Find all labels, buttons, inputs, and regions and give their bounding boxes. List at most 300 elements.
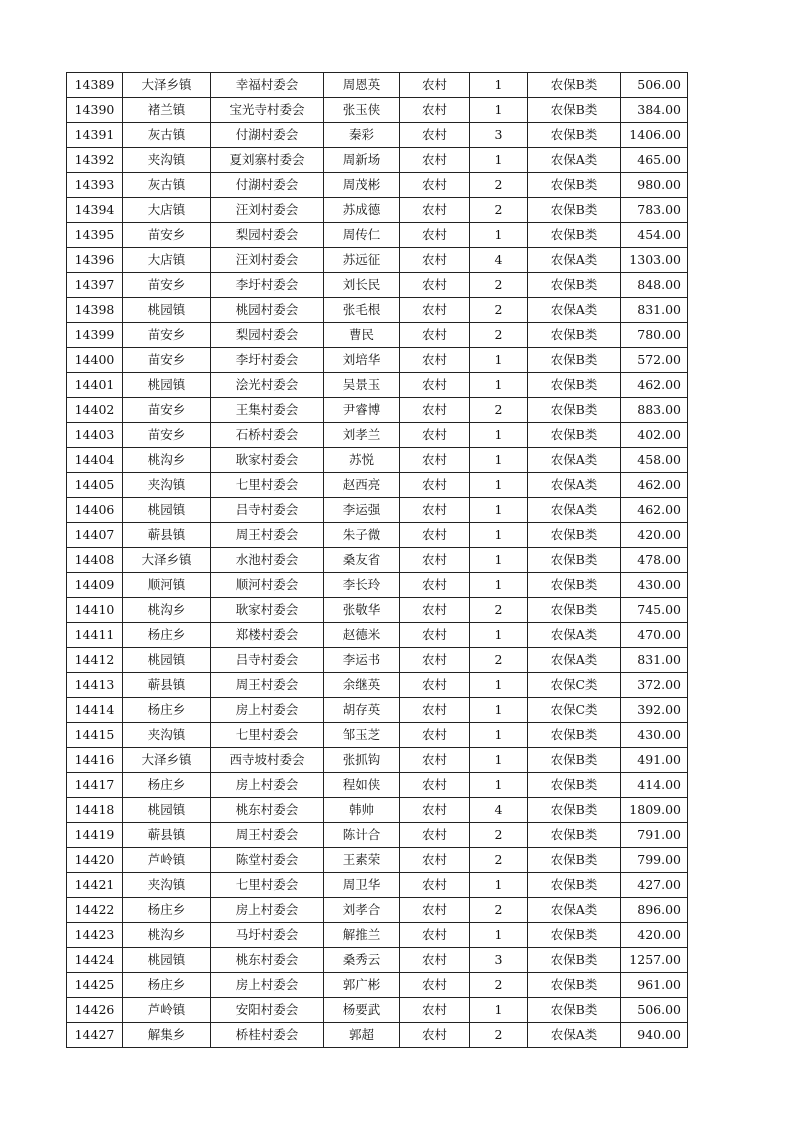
person-name-cell: 苏悦 — [324, 448, 400, 473]
area-type-cell: 农村 — [400, 773, 470, 798]
person-name-cell: 郭广彬 — [324, 973, 400, 998]
record-id-cell: 14401 — [67, 373, 123, 398]
area-type-cell: 农村 — [400, 973, 470, 998]
area-type-cell: 农村 — [400, 798, 470, 823]
record-id-cell: 14411 — [67, 623, 123, 648]
amount-cell: 465.00 — [621, 148, 688, 173]
person-name-cell: 胡存英 — [324, 698, 400, 723]
amount-cell: 462.00 — [621, 373, 688, 398]
record-id-cell: 14416 — [67, 748, 123, 773]
insurance-category-cell: 农保A类 — [528, 473, 621, 498]
insurance-category-cell: 农保B类 — [528, 948, 621, 973]
village-committee-cell: 七里村委会 — [211, 873, 324, 898]
township-cell: 夹沟镇 — [123, 148, 211, 173]
area-type-cell: 农村 — [400, 498, 470, 523]
insurance-category-cell: 农保A类 — [528, 898, 621, 923]
area-type-cell: 农村 — [400, 873, 470, 898]
township-cell: 苗安乡 — [123, 323, 211, 348]
table-row — [67, 748, 688, 773]
village-committee-cell: 石桥村委会 — [211, 423, 324, 448]
record-id-cell: 14409 — [67, 573, 123, 598]
village-committee-cell: 吕寺村委会 — [211, 648, 324, 673]
table-row — [67, 273, 688, 298]
record-id-cell: 14392 — [67, 148, 123, 173]
table-row — [67, 723, 688, 748]
household-size-cell: 1 — [470, 923, 528, 948]
area-type-cell: 农村 — [400, 123, 470, 148]
village-committee-cell: 王集村委会 — [211, 398, 324, 423]
insurance-category-cell: 农保B类 — [528, 973, 621, 998]
area-type-cell: 农村 — [400, 923, 470, 948]
village-committee-cell: 房上村委会 — [211, 773, 324, 798]
insurance-category-cell: 农保A类 — [528, 623, 621, 648]
area-type-cell: 农村 — [400, 223, 470, 248]
insurance-category-cell: 农保B类 — [528, 98, 621, 123]
township-cell: 桃沟乡 — [123, 598, 211, 623]
village-committee-cell: 周王村委会 — [211, 823, 324, 848]
record-id-cell: 14415 — [67, 723, 123, 748]
table-row — [67, 573, 688, 598]
township-cell: 大泽乡镇 — [123, 748, 211, 773]
person-name-cell: 桑秀云 — [324, 948, 400, 973]
table-row — [67, 98, 688, 123]
relief-roster-table — [66, 72, 688, 1048]
record-id-cell: 14391 — [67, 123, 123, 148]
table-row — [67, 323, 688, 348]
household-size-cell: 1 — [470, 573, 528, 598]
township-cell: 桃园镇 — [123, 798, 211, 823]
village-committee-cell: 七里村委会 — [211, 723, 324, 748]
table-row — [67, 173, 688, 198]
township-cell: 大店镇 — [123, 198, 211, 223]
village-committee-cell: 李圩村委会 — [211, 348, 324, 373]
amount-cell: 745.00 — [621, 598, 688, 623]
village-committee-cell: 房上村委会 — [211, 898, 324, 923]
household-size-cell: 2 — [470, 173, 528, 198]
household-size-cell: 3 — [470, 948, 528, 973]
insurance-category-cell: 农保B类 — [528, 398, 621, 423]
village-committee-cell: 吕寺村委会 — [211, 498, 324, 523]
village-committee-cell: 郑楼村委会 — [211, 623, 324, 648]
record-id-cell: 14417 — [67, 773, 123, 798]
amount-cell: 430.00 — [621, 573, 688, 598]
village-committee-cell: 马圩村委会 — [211, 923, 324, 948]
village-committee-cell: 桥桂村委会 — [211, 1023, 324, 1048]
village-committee-cell: 梨园村委会 — [211, 223, 324, 248]
household-size-cell: 1 — [470, 998, 528, 1023]
table-row — [67, 923, 688, 948]
village-committee-cell: 李圩村委会 — [211, 273, 324, 298]
amount-cell: 572.00 — [621, 348, 688, 373]
village-committee-cell: 宝光寺村委会 — [211, 98, 324, 123]
area-type-cell: 农村 — [400, 323, 470, 348]
area-type-cell: 农村 — [400, 698, 470, 723]
amount-cell: 831.00 — [621, 648, 688, 673]
table-row — [67, 973, 688, 998]
amount-cell: 848.00 — [621, 273, 688, 298]
table-row — [67, 73, 688, 98]
insurance-category-cell: 农保B类 — [528, 848, 621, 873]
insurance-category-cell: 农保A类 — [528, 248, 621, 273]
person-name-cell: 陈计合 — [324, 823, 400, 848]
household-size-cell: 1 — [470, 148, 528, 173]
household-size-cell: 2 — [470, 848, 528, 873]
table-row — [67, 623, 688, 648]
insurance-category-cell: 农保B类 — [528, 723, 621, 748]
amount-cell: 831.00 — [621, 298, 688, 323]
village-committee-cell: 幸福村委会 — [211, 73, 324, 98]
table-row — [67, 548, 688, 573]
township-cell: 蕲县镇 — [123, 823, 211, 848]
township-cell: 褚兰镇 — [123, 98, 211, 123]
record-id-cell: 14425 — [67, 973, 123, 998]
household-size-cell: 1 — [470, 523, 528, 548]
village-committee-cell: 陈堂村委会 — [211, 848, 324, 873]
township-cell: 苗安乡 — [123, 423, 211, 448]
record-id-cell: 14408 — [67, 548, 123, 573]
amount-cell: 478.00 — [621, 548, 688, 573]
village-committee-cell: 夏刘寨村委会 — [211, 148, 324, 173]
village-committee-cell: 梨园村委会 — [211, 323, 324, 348]
person-name-cell: 周卫华 — [324, 873, 400, 898]
insurance-category-cell: 农保B类 — [528, 223, 621, 248]
village-committee-cell: 房上村委会 — [211, 698, 324, 723]
amount-cell: 883.00 — [621, 398, 688, 423]
township-cell: 苗安乡 — [123, 398, 211, 423]
village-committee-cell: 耿家村委会 — [211, 598, 324, 623]
person-name-cell: 张抓钩 — [324, 748, 400, 773]
household-size-cell: 1 — [470, 548, 528, 573]
insurance-category-cell: 农保A类 — [528, 448, 621, 473]
record-id-cell: 14406 — [67, 498, 123, 523]
table-row — [67, 798, 688, 823]
household-size-cell: 1 — [470, 73, 528, 98]
household-size-cell: 1 — [470, 698, 528, 723]
household-size-cell: 1 — [470, 723, 528, 748]
insurance-category-cell: 农保B类 — [528, 773, 621, 798]
household-size-cell: 1 — [470, 223, 528, 248]
person-name-cell: 余继英 — [324, 673, 400, 698]
area-type-cell: 农村 — [400, 1023, 470, 1048]
person-name-cell: 刘长民 — [324, 273, 400, 298]
insurance-category-cell: 农保B类 — [528, 373, 621, 398]
table-body — [67, 73, 688, 1048]
person-name-cell: 刘孝兰 — [324, 423, 400, 448]
village-committee-cell: 房上村委会 — [211, 973, 324, 998]
insurance-category-cell: 农保B类 — [528, 73, 621, 98]
household-size-cell: 1 — [470, 423, 528, 448]
record-id-cell: 14398 — [67, 298, 123, 323]
area-type-cell: 农村 — [400, 623, 470, 648]
record-id-cell: 14412 — [67, 648, 123, 673]
person-name-cell: 周恩英 — [324, 73, 400, 98]
area-type-cell: 农村 — [400, 748, 470, 773]
area-type-cell: 农村 — [400, 673, 470, 698]
insurance-category-cell: 农保A类 — [528, 148, 621, 173]
township-cell: 灰古镇 — [123, 173, 211, 198]
person-name-cell: 李运书 — [324, 648, 400, 673]
amount-cell: 1809.00 — [621, 798, 688, 823]
table-row — [67, 123, 688, 148]
table-row — [67, 448, 688, 473]
person-name-cell: 苏远征 — [324, 248, 400, 273]
amount-cell: 896.00 — [621, 898, 688, 923]
township-cell: 苗安乡 — [123, 223, 211, 248]
amount-cell: 1303.00 — [621, 248, 688, 273]
insurance-category-cell: 农保B类 — [528, 598, 621, 623]
village-committee-cell: 桃东村委会 — [211, 798, 324, 823]
township-cell: 桃园镇 — [123, 648, 211, 673]
area-type-cell: 农村 — [400, 398, 470, 423]
table-row — [67, 673, 688, 698]
area-type-cell: 农村 — [400, 598, 470, 623]
amount-cell: 506.00 — [621, 998, 688, 1023]
table-row — [67, 223, 688, 248]
township-cell: 解集乡 — [123, 1023, 211, 1048]
table-row — [67, 398, 688, 423]
household-size-cell: 2 — [470, 398, 528, 423]
table-row — [67, 348, 688, 373]
insurance-category-cell: 农保B类 — [528, 198, 621, 223]
person-name-cell: 周新场 — [324, 148, 400, 173]
amount-cell: 783.00 — [621, 198, 688, 223]
table-row — [67, 648, 688, 673]
insurance-category-cell: 农保B类 — [528, 273, 621, 298]
township-cell: 芦岭镇 — [123, 998, 211, 1023]
township-cell: 桃沟乡 — [123, 448, 211, 473]
village-committee-cell: 七里村委会 — [211, 473, 324, 498]
township-cell: 蕲县镇 — [123, 673, 211, 698]
insurance-category-cell: 农保B类 — [528, 573, 621, 598]
area-type-cell: 农村 — [400, 98, 470, 123]
table-row — [67, 848, 688, 873]
amount-cell: 1406.00 — [621, 123, 688, 148]
table-row — [67, 523, 688, 548]
amount-cell: 940.00 — [621, 1023, 688, 1048]
record-id-cell: 14414 — [67, 698, 123, 723]
household-size-cell: 1 — [470, 623, 528, 648]
household-size-cell: 2 — [470, 898, 528, 923]
record-id-cell: 14389 — [67, 73, 123, 98]
township-cell: 桃园镇 — [123, 498, 211, 523]
record-id-cell: 14403 — [67, 423, 123, 448]
record-id-cell: 14423 — [67, 923, 123, 948]
table-row — [67, 198, 688, 223]
household-size-cell: 1 — [470, 773, 528, 798]
township-cell: 桃园镇 — [123, 948, 211, 973]
insurance-category-cell: 农保B类 — [528, 123, 621, 148]
person-name-cell: 邹玉芝 — [324, 723, 400, 748]
household-size-cell: 3 — [470, 123, 528, 148]
person-name-cell: 桑友省 — [324, 548, 400, 573]
amount-cell: 980.00 — [621, 173, 688, 198]
township-cell: 顺河镇 — [123, 573, 211, 598]
insurance-category-cell: 农保C类 — [528, 673, 621, 698]
township-cell: 夹沟镇 — [123, 723, 211, 748]
table-row — [67, 298, 688, 323]
area-type-cell: 农村 — [400, 648, 470, 673]
table-row — [67, 998, 688, 1023]
insurance-category-cell: 农保C类 — [528, 698, 621, 723]
amount-cell: 462.00 — [621, 498, 688, 523]
table-row — [67, 698, 688, 723]
table-row — [67, 898, 688, 923]
amount-cell: 427.00 — [621, 873, 688, 898]
area-type-cell: 农村 — [400, 173, 470, 198]
household-size-cell: 2 — [470, 298, 528, 323]
table-row — [67, 498, 688, 523]
household-size-cell: 2 — [470, 273, 528, 298]
area-type-cell: 农村 — [400, 198, 470, 223]
township-cell: 蕲县镇 — [123, 523, 211, 548]
record-id-cell: 14400 — [67, 348, 123, 373]
person-name-cell: 解推兰 — [324, 923, 400, 948]
amount-cell: 384.00 — [621, 98, 688, 123]
insurance-category-cell: 农保B类 — [528, 323, 621, 348]
area-type-cell: 农村 — [400, 298, 470, 323]
township-cell: 苗安乡 — [123, 273, 211, 298]
person-name-cell: 程如侠 — [324, 773, 400, 798]
amount-cell: 430.00 — [621, 723, 688, 748]
insurance-category-cell: 农保A类 — [528, 1023, 621, 1048]
amount-cell: 414.00 — [621, 773, 688, 798]
township-cell: 杨庄乡 — [123, 898, 211, 923]
person-name-cell: 周茂彬 — [324, 173, 400, 198]
township-cell: 桃园镇 — [123, 298, 211, 323]
household-size-cell: 1 — [470, 348, 528, 373]
township-cell: 杨庄乡 — [123, 623, 211, 648]
amount-cell: 1257.00 — [621, 948, 688, 973]
area-type-cell: 农村 — [400, 898, 470, 923]
township-cell: 苗安乡 — [123, 348, 211, 373]
village-committee-cell: 安阳村委会 — [211, 998, 324, 1023]
village-committee-cell: 付湖村委会 — [211, 123, 324, 148]
area-type-cell: 农村 — [400, 998, 470, 1023]
table-row — [67, 373, 688, 398]
amount-cell: 420.00 — [621, 523, 688, 548]
record-id-cell: 14390 — [67, 98, 123, 123]
household-size-cell: 1 — [470, 373, 528, 398]
area-type-cell: 农村 — [400, 548, 470, 573]
amount-cell: 799.00 — [621, 848, 688, 873]
person-name-cell: 韩帅 — [324, 798, 400, 823]
person-name-cell: 刘孝合 — [324, 898, 400, 923]
amount-cell: 961.00 — [621, 973, 688, 998]
village-committee-cell: 耿家村委会 — [211, 448, 324, 473]
area-type-cell: 农村 — [400, 73, 470, 98]
amount-cell: 372.00 — [621, 673, 688, 698]
insurance-category-cell: 农保B类 — [528, 798, 621, 823]
person-name-cell: 李长玲 — [324, 573, 400, 598]
table-row — [67, 148, 688, 173]
person-name-cell: 尹睿博 — [324, 398, 400, 423]
person-name-cell: 秦彩 — [324, 123, 400, 148]
insurance-category-cell: 农保B类 — [528, 173, 621, 198]
amount-cell: 392.00 — [621, 698, 688, 723]
village-committee-cell: 浍光村委会 — [211, 373, 324, 398]
insurance-category-cell: 农保A类 — [528, 498, 621, 523]
area-type-cell: 农村 — [400, 848, 470, 873]
record-id-cell: 14399 — [67, 323, 123, 348]
amount-cell: 791.00 — [621, 823, 688, 848]
record-id-cell: 14424 — [67, 948, 123, 973]
person-name-cell: 杨要武 — [324, 998, 400, 1023]
township-cell: 灰古镇 — [123, 123, 211, 148]
township-cell: 杨庄乡 — [123, 973, 211, 998]
township-cell: 杨庄乡 — [123, 698, 211, 723]
area-type-cell: 农村 — [400, 273, 470, 298]
insurance-category-cell: 农保B类 — [528, 823, 621, 848]
household-size-cell: 2 — [470, 323, 528, 348]
insurance-category-cell: 农保B类 — [528, 748, 621, 773]
household-size-cell: 1 — [470, 748, 528, 773]
area-type-cell: 农村 — [400, 573, 470, 598]
village-committee-cell: 水池村委会 — [211, 548, 324, 573]
person-name-cell: 郭超 — [324, 1023, 400, 1048]
amount-cell: 462.00 — [621, 473, 688, 498]
record-id-cell: 14418 — [67, 798, 123, 823]
village-committee-cell: 周王村委会 — [211, 673, 324, 698]
household-size-cell: 1 — [470, 98, 528, 123]
table-row — [67, 423, 688, 448]
township-cell: 夹沟镇 — [123, 473, 211, 498]
area-type-cell: 农村 — [400, 248, 470, 273]
insurance-category-cell: 农保B类 — [528, 423, 621, 448]
township-cell: 杨庄乡 — [123, 773, 211, 798]
table-row — [67, 1023, 688, 1048]
household-size-cell: 2 — [470, 973, 528, 998]
record-id-cell: 14410 — [67, 598, 123, 623]
insurance-category-cell: 农保B类 — [528, 548, 621, 573]
area-type-cell: 农村 — [400, 373, 470, 398]
person-name-cell: 朱子微 — [324, 523, 400, 548]
household-size-cell: 2 — [470, 598, 528, 623]
township-cell: 夹沟镇 — [123, 873, 211, 898]
township-cell: 大泽乡镇 — [123, 73, 211, 98]
insurance-category-cell: 农保B类 — [528, 873, 621, 898]
household-size-cell: 1 — [470, 498, 528, 523]
person-name-cell: 张毛根 — [324, 298, 400, 323]
record-id-cell: 14397 — [67, 273, 123, 298]
record-id-cell: 14426 — [67, 998, 123, 1023]
insurance-category-cell: 农保B类 — [528, 523, 621, 548]
township-cell: 大泽乡镇 — [123, 548, 211, 573]
record-id-cell: 14419 — [67, 823, 123, 848]
village-committee-cell: 汪刘村委会 — [211, 198, 324, 223]
household-size-cell: 4 — [470, 798, 528, 823]
record-id-cell: 14407 — [67, 523, 123, 548]
village-committee-cell: 付湖村委会 — [211, 173, 324, 198]
table-row — [67, 473, 688, 498]
record-id-cell: 14421 — [67, 873, 123, 898]
household-size-cell: 2 — [470, 648, 528, 673]
area-type-cell: 农村 — [400, 823, 470, 848]
person-name-cell: 张玉侠 — [324, 98, 400, 123]
area-type-cell: 农村 — [400, 948, 470, 973]
table-row — [67, 248, 688, 273]
record-id-cell: 14420 — [67, 848, 123, 873]
person-name-cell: 刘培华 — [324, 348, 400, 373]
person-name-cell: 张敬华 — [324, 598, 400, 623]
record-id-cell: 14395 — [67, 223, 123, 248]
household-size-cell: 2 — [470, 1023, 528, 1048]
insurance-category-cell: 农保B类 — [528, 998, 621, 1023]
township-cell: 芦岭镇 — [123, 848, 211, 873]
area-type-cell: 农村 — [400, 448, 470, 473]
person-name-cell: 周传仁 — [324, 223, 400, 248]
amount-cell: 458.00 — [621, 448, 688, 473]
record-id-cell: 14422 — [67, 898, 123, 923]
